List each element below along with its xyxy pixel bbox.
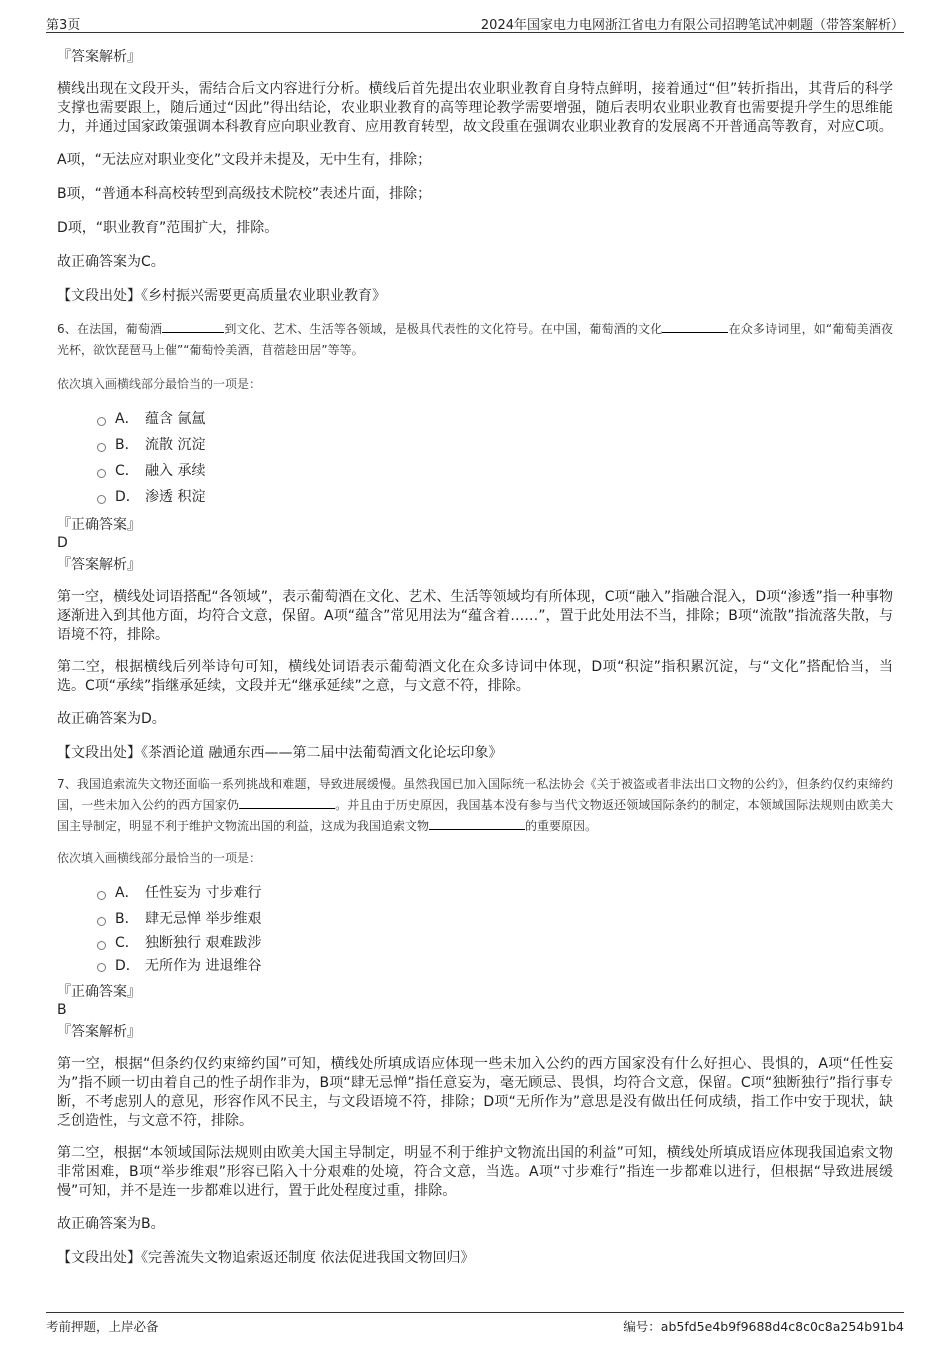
fill-blank	[239, 795, 335, 809]
source-citation: 【文段出处】《完善流失文物追索返还制度 依法促进我国文物回归》	[57, 1250, 475, 1266]
analysis-paragraph: A项，“无法应对职业变化”文段并未提及，无中生有，排除；	[57, 152, 432, 168]
analysis-paragraph: D项，“职业教育”范围扩大，排除。	[57, 220, 279, 236]
radio-button[interactable]	[97, 443, 106, 452]
fill-blank	[429, 816, 525, 830]
page-header	[46, 10, 904, 33]
question-instruction: 依次填入画横线部分最恰当的一项是：	[57, 851, 262, 865]
radio-button[interactable]	[97, 891, 106, 900]
radio-button[interactable]	[97, 963, 106, 972]
radio-button[interactable]	[97, 469, 106, 478]
analysis-paragraph: 第一空，根据“但条约仅约束缔约国”可知，横线处所填成语应体现一些未加入公约的西方国家没有什么好担心、畏惧的，A项“任性妄为”指不顾一切由着自己的性子胡作非为，B项“肆无忌惮”指任意妄为，毫无顾忌、畏惧，均符合文意，保留。C项“独断独行”指行事专断，不考虑别人的意见，形容作风不民主，与文段语境不符，排除；D项“无所作为”意思是没有做出任何成绩，指工作中安于现状，缺乏创造性，与文意不符，排除。	[57, 1056, 893, 1129]
fill-blank	[162, 319, 224, 333]
page-footer	[46, 1312, 904, 1335]
analysis-label: 『答案解析』	[57, 49, 141, 65]
correct-answer-label: 『正确答案』	[57, 517, 141, 533]
option-a[interactable]: A． 任性妄为 寸步难行	[57, 880, 893, 906]
option-c[interactable]: C． 融入 承续	[57, 458, 893, 484]
option-b[interactable]: B． 流散 沉淀	[57, 432, 893, 458]
analysis-paragraph: B项，“普通本科高校转型到高级技术院校”表述片面，排除；	[57, 186, 432, 202]
document-code: 编号：ab5fd5e4b9f9688d4c8c0c8a254b91b4	[623, 1319, 904, 1334]
option-d[interactable]: D． 无所作为 进退维谷	[57, 955, 893, 977]
option-b[interactable]: B． 肆无忌惮 举步维艰	[57, 906, 893, 932]
answer-conclusion: 故正确答案为C。	[57, 254, 165, 270]
analysis-label: 『答案解析』	[57, 557, 141, 573]
question-6-stem: 6、在法国，葡萄酒 到文化、艺术、生活等各领域，是极具代表性的文化符号。在中国，葡萄酒的文化 在众多诗词里，如“葡萄美酒夜光杯，欲饮琵琶马上催”“葡萄怜美酒，苜蓿趁田居”等等。	[57, 319, 893, 361]
page-content	[57, 47, 893, 1268]
analysis-paragraph: 第一空，横线处词语搭配“各领域”，表示葡萄酒在文化、艺术、生活等领域均有所体现，C项“融入”指融合混入，D项“渗透”指一种事物逐渐进入到其他方面，均符合文意，保留。A项“蕴含”常见用法为“蕴含着……”，置于此处用法不当，排除；B项“流散”指流落失散，与语境不符，排除。	[57, 589, 893, 643]
page-number: 第3页	[46, 18, 81, 33]
answer-conclusion: 故正确答案为B。	[57, 1216, 165, 1232]
analysis-paragraph: 第二空，根据“本领域国际法规则由欧美大国主导制定，明显不利于维护文物流出国的利益”可知，横线处所填成语应体现我国追索文物非常困难，B项“举步维艰”形容已陷入十分艰难的处境，符合文意，当选。A项“寸步难行”指连一步都难以进行，但根据“导致进展缓慢”可知，并不是连一步都难以进行，置于此处程度过重，排除。	[57, 1145, 893, 1199]
options-list	[57, 406, 893, 510]
question-7-stem: 7、我国追索流失文物还面临一系列挑战和难题，导致进展缓慢。虽然我国已加入国际统一私法协会《关于被盗或者非法出口文物的公约》，但条约仅约束缔约国，一些未加入公约的西方国家仍 。并且由于历史原因，我国基本没有参与当代文物返还领域国际条约的制定，本领域国际法规则由欧美大国主导制定，明显不利于维护文物流出国的利益，这成为我国追索文物 的重要原因。	[57, 777, 893, 833]
analysis-paragraph: 第二空，根据横线后列举诗句可知，横线处词语表示葡萄酒文化在众多诗词中体现，D项“积淀”指积累沉淀，与“文化”搭配恰当，当选。C项“承续”指继承延续，文段并无“继承延续”之意，与文意不符，排除。	[57, 659, 893, 694]
fill-blank	[662, 319, 728, 333]
source-citation: 【文段出处】《茶酒论道 融通东西——第二届中法葡萄酒文化论坛印象》	[57, 745, 503, 761]
option-d[interactable]: D． 渗透 积淀	[57, 484, 893, 510]
option-c[interactable]: C． 独断独行 艰难跋涉	[57, 932, 893, 955]
analysis-paragraph: 横线出现在文段开头，需结合后文内容进行分析。横线后首先提出农业职业教育自身特点鲜明，接着通过“但”转折指出，其背后的科学支撑也需要跟上，随后通过“因此”得出结论，农业职业教育的高等理论教学需要增强，随后表明农业职业教育也需要提升学生的思维能力，并通过国家政策强调本科教育应向职业教育、应用教育转型，故文段重在强调农业职业教育的发展离不开普通高等教育，对应C项。	[57, 81, 893, 135]
radio-button[interactable]	[97, 417, 106, 426]
radio-button[interactable]	[97, 941, 106, 950]
radio-button[interactable]	[97, 917, 106, 926]
question-instruction: 依次填入画横线部分最恰当的一项是：	[57, 377, 262, 391]
options-list	[57, 880, 893, 977]
correct-answer: D	[57, 535, 68, 551]
radio-button[interactable]	[97, 495, 106, 504]
option-a[interactable]: A． 蕴含 氤氲	[57, 406, 893, 432]
answer-conclusion: 故正确答案为D。	[57, 711, 166, 727]
correct-answer: B	[57, 1002, 67, 1018]
footer-slogan: 考前押题，上岸必备	[46, 1319, 159, 1334]
document-title: 2024年国家电力电网浙江省电力有限公司招聘笔试冲刺题（带答案解析）	[480, 18, 904, 33]
correct-answer-label: 『正确答案』	[57, 984, 141, 1000]
analysis-label: 『答案解析』	[57, 1024, 141, 1040]
source-citation: 【文段出处】《乡村振兴需要更高质量农业职业教育》	[57, 288, 386, 304]
